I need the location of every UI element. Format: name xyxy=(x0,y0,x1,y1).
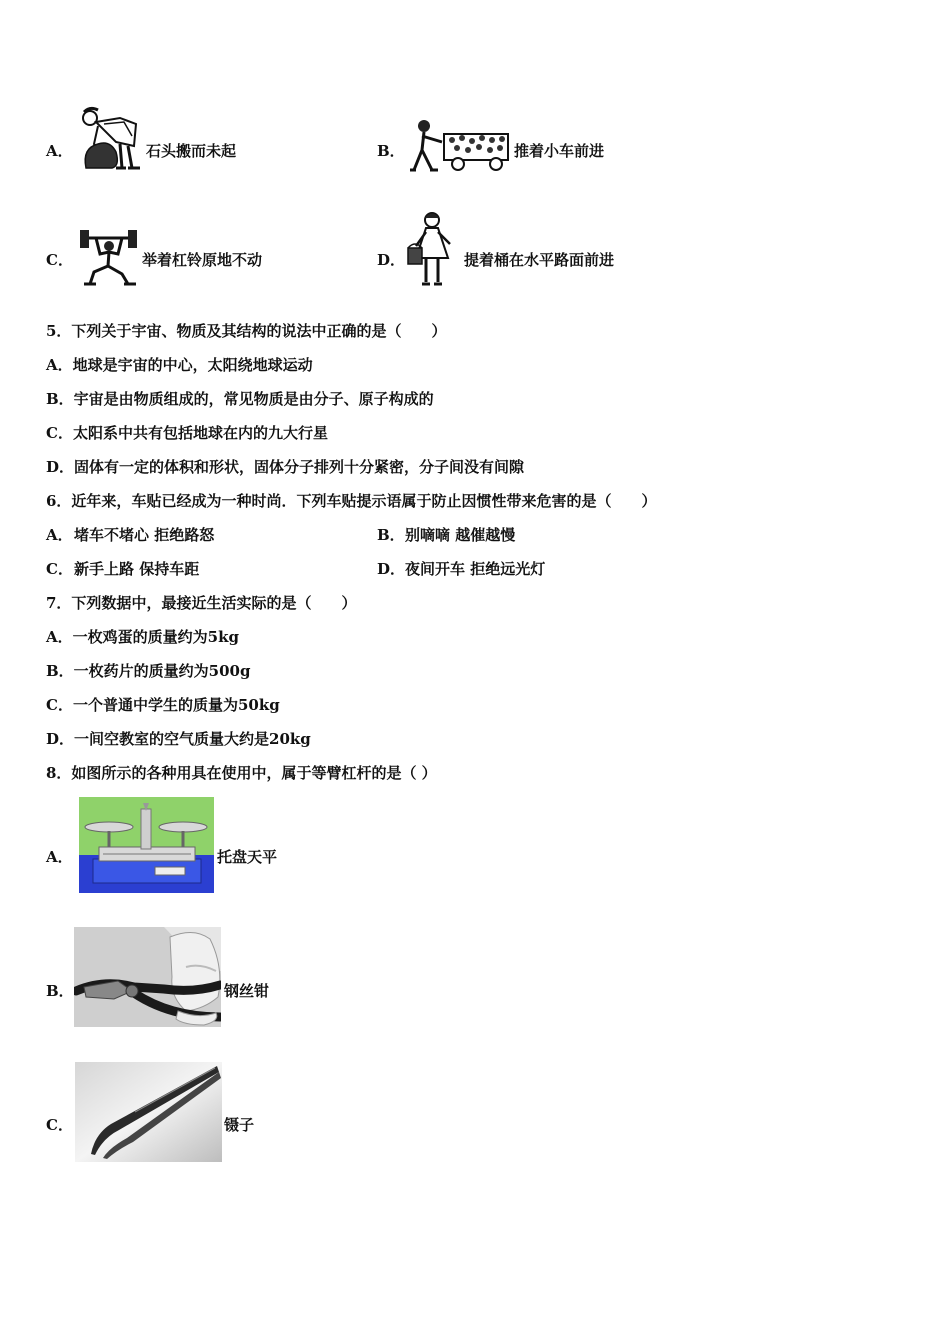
q4-option-c-text: 举着杠铃原地不动 xyxy=(142,251,263,269)
q8-option-a-text: 托盘天平 xyxy=(217,848,278,866)
q6-option-d-letter: D． xyxy=(377,560,406,578)
balance-scale-photo xyxy=(79,797,214,893)
q5-stem: 5．下列关于宇宙、物质及其结构的说法中正确的是（ ） xyxy=(46,322,447,340)
q4-option-b-text: 推着小车前进 xyxy=(514,142,605,160)
q7-stem: 7．下列数据中，最接近生活实际的是（ ） xyxy=(46,594,357,612)
q4-option-b-letter: B． xyxy=(377,142,405,160)
weightlifter-image xyxy=(78,226,140,288)
q4-option-c-letter: C． xyxy=(46,251,73,269)
q7-option-c: C．一个普通中学生的质量为50kg xyxy=(46,696,280,714)
person-lifting-stone-image xyxy=(76,106,144,170)
q6-stem: 6．近年来，车贴已经成为一种时尚．下列车贴提示语属于防止因惯性带来危害的是（ ） xyxy=(46,492,657,510)
q6-option-d-text: 夜间开车 拒绝远光灯 xyxy=(405,560,546,578)
girl-carrying-bucket-image xyxy=(404,210,460,290)
q5-option-b: B．宇宙是由物质组成的，常见物质是由分子、原子构成的 xyxy=(46,390,434,408)
q6-option-a-text: 堵车不堵心 拒绝路怒 xyxy=(74,526,215,544)
q8-option-b-letter: B． xyxy=(46,982,74,1000)
q6-option-b-text: 别嘀嘀 越催越慢 xyxy=(405,526,516,544)
q8-option-c-letter: C． xyxy=(46,1116,73,1134)
q6-option-a-letter: A． xyxy=(46,526,73,544)
q6-option-b-letter: B． xyxy=(377,526,405,544)
q4-option-a-text: 石头搬而未起 xyxy=(146,142,237,160)
q6-option-c-letter: C． xyxy=(46,560,73,578)
q8-option-a-letter: A． xyxy=(46,848,73,866)
q4-option-d-letter: D． xyxy=(377,251,406,269)
tweezers-photo xyxy=(75,1062,222,1162)
q5-option-a: A．地球是宇宙的中心，太阳绕地球运动 xyxy=(46,356,313,374)
q8-option-c-text: 镊子 xyxy=(224,1116,255,1134)
q5-option-c: C．太阳系中共有包括地球在内的九大行星 xyxy=(46,424,328,442)
person-pushing-cart-image xyxy=(402,116,512,174)
q8-stem: 8．如图所示的各种用具在使用中，属于等臂杠杆的是（ ） xyxy=(46,764,437,782)
q7-option-a: A．一枚鸡蛋的质量约为5kg xyxy=(46,628,239,646)
q4-option-a-letter: A． xyxy=(46,142,73,160)
q7-option-b: B．一枚药片的质量约为500g xyxy=(46,662,251,680)
q8-option-b-text: 钢丝钳 xyxy=(224,982,270,1000)
q4-option-d-text: 提着桶在水平路面前进 xyxy=(464,251,615,269)
q7-option-d: D．一间空教室的空气质量大约是20kg xyxy=(46,730,311,748)
q6-option-c-text: 新手上路 保持车距 xyxy=(74,560,200,578)
pliers-photo xyxy=(74,927,221,1027)
q5-option-d: D．固体有一定的体积和形状，固体分子排列十分紧密，分子间没有间隙 xyxy=(46,458,525,476)
